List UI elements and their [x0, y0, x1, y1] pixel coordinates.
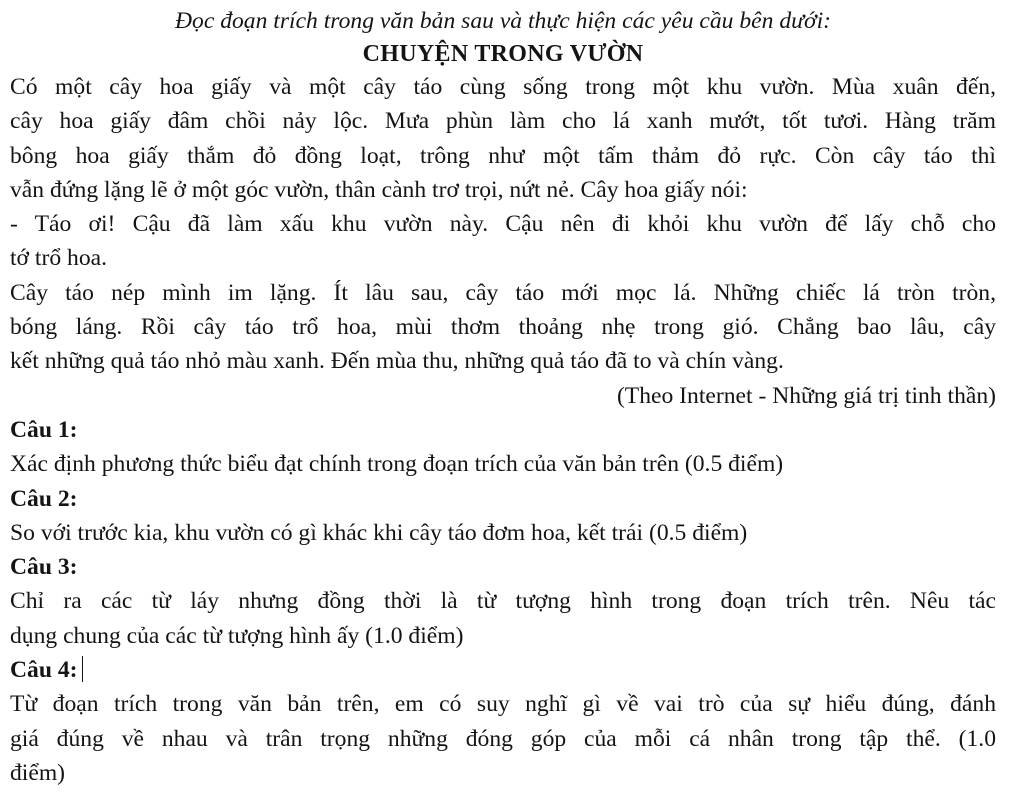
- story-title: CHUYỆN TRONG VƯỜN: [362, 41, 644, 67]
- question-label: Câu 4:: [10, 657, 78, 684]
- story-line: cây hoa giấy đâm chồi nảy lộc. Mưa phùn làm cho lá xanh mướt, tốt tươi. Hàng trăm: [10, 108, 996, 135]
- story-passage: [10, 70, 996, 379]
- question-4: [10, 653, 996, 790]
- source-citation: (Theo Internet - Những giá trị tinh thần): [616, 382, 996, 409]
- story-line: bông hoa giấy thắm đỏ đồng loạt, trông như một tấm thảm đỏ rực. Còn cây táo thì: [10, 142, 996, 169]
- question-text: Xác định phương thức biểu đạt chính trong đoạn trích của văn bản trên (0.5 điểm): [10, 451, 784, 478]
- story-line: kết những quả táo nhỏ màu xanh. Đến mùa thu, những quả táo đã to và chín vàng.: [10, 348, 784, 375]
- question-text: Từ đoạn trích trong văn bản trên, em có suy nghĩ gì về vai trò của sự hiểu đúng, đánh: [10, 691, 996, 718]
- question-text: điểm): [10, 759, 66, 786]
- text-cursor: [82, 656, 84, 682]
- question-label: Câu 3:: [10, 554, 78, 581]
- question-1: [10, 413, 996, 482]
- document-page: [10, 4, 996, 790]
- story-line: - Táo ơi! Cậu đã làm xấu khu vườn này. Cậu nên đi khỏi khu vườn để lấy chỗ cho: [10, 211, 996, 238]
- question-3: [10, 550, 996, 653]
- question-text: giá đúng về nhau và trân trọng những đóng góp của mỗi cá nhân trong tập thể. (1.0: [10, 725, 996, 752]
- question-label: Câu 1:: [10, 416, 78, 443]
- story-line: tớ trổ hoa.: [10, 245, 108, 272]
- question-heading-row: [10, 653, 996, 687]
- story-line: bóng láng. Rồi cây táo trổ hoa, mùi thơm thoảng nhẹ trong gió. Chẳng bao lâu, cây: [10, 314, 996, 341]
- question-2: [10, 482, 996, 551]
- instruction-text: Đọc đoạn trích trong văn bản sau và thực hiện các yêu cầu bên dưới:: [175, 8, 831, 34]
- question-text: So với trước kia, khu vườn có gì khác khi cây táo đơm hoa, kết trái (0.5 điểm): [10, 519, 748, 546]
- story-line: Có một cây hoa giấy và một cây táo cùng sống trong một khu vườn. Mùa xuân đến,: [10, 74, 996, 100]
- story-line: vẫn đứng lặng lẽ ở một góc vườn, thân cành trơ trọi, nứt nẻ. Cây hoa giấy nói:: [10, 176, 748, 203]
- story-line: Cây táo nép mình im lặng. Ít lâu sau, cây táo mới mọc lá. Những chiếc lá tròn tròn,: [10, 279, 996, 306]
- question-text: Chỉ ra các từ láy nhưng đồng thời là từ tượng hình trong đoạn trích trên. Nêu tác: [10, 588, 996, 615]
- question-label: Câu 2:: [10, 485, 78, 512]
- question-text: dụng chung của các từ tượng hình ấy (1.0 điểm): [10, 622, 464, 649]
